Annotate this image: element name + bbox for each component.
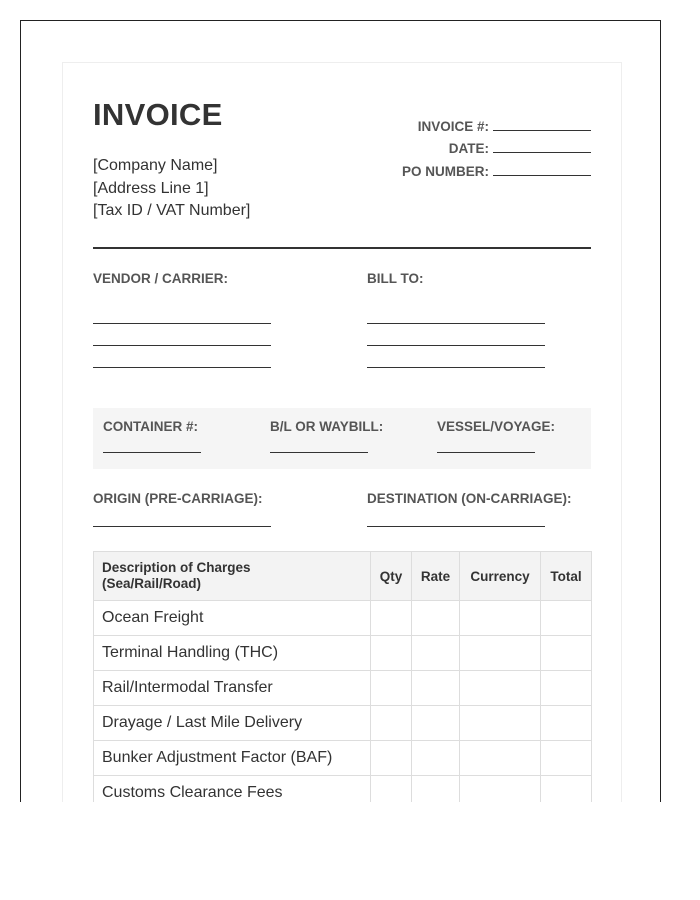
invoice-number-label: INVOICE #: — [417, 118, 489, 134]
table-row — [94, 741, 592, 776]
vessel-label: VESSEL/VOYAGE: — [437, 419, 556, 434]
invoice-meta — [402, 111, 591, 179]
container-blank[interactable] — [103, 434, 201, 453]
vendor-section — [93, 271, 271, 368]
header-divider — [93, 247, 591, 249]
rate-cell[interactable] — [412, 636, 460, 671]
total-cell[interactable] — [541, 741, 592, 776]
currency-cell[interactable] — [460, 636, 541, 671]
rate-cell[interactable] — [412, 671, 460, 706]
rate-cell[interactable] — [412, 776, 460, 803]
table-row — [94, 671, 592, 706]
table-row — [94, 706, 592, 741]
vessel-blank[interactable] — [437, 434, 535, 453]
bill-to-line-3[interactable] — [367, 346, 545, 368]
invoice-page — [62, 62, 622, 802]
total-cell[interactable] — [541, 706, 592, 741]
origin-section — [93, 491, 271, 527]
table-row — [94, 636, 592, 671]
waybill-field — [270, 419, 383, 453]
qty-header: Qty — [371, 552, 412, 601]
container-field — [103, 419, 201, 453]
po-number-blank[interactable] — [493, 163, 591, 176]
destination-section — [367, 491, 571, 527]
vendor-label: VENDOR / CARRIER: — [93, 271, 229, 286]
table-row — [94, 776, 592, 803]
rate-cell[interactable] — [412, 601, 460, 636]
rate-header: Rate — [412, 552, 460, 601]
total-cell[interactable] — [541, 671, 592, 706]
qty-cell[interactable] — [371, 671, 412, 706]
charge-description: Terminal Handling (THC) — [94, 636, 371, 671]
currency-cell[interactable] — [460, 601, 541, 636]
currency-cell[interactable] — [460, 741, 541, 776]
qty-cell[interactable] — [371, 776, 412, 803]
vendor-line-1[interactable] — [93, 302, 271, 324]
currency-header: Currency — [460, 552, 541, 601]
description-header-line1: Description of Charges — [102, 560, 251, 575]
bill-to-section — [367, 271, 545, 368]
waybill-blank[interactable] — [270, 434, 368, 453]
charge-description: Rail/Intermodal Transfer — [94, 671, 371, 706]
po-number-field — [402, 156, 591, 179]
company-tax-id: [Tax ID / VAT Number] — [93, 202, 251, 219]
company-address: [Address Line 1] — [93, 179, 209, 197]
vendor-line-2[interactable] — [93, 324, 271, 346]
charges-table — [93, 551, 592, 802]
total-cell[interactable] — [541, 601, 592, 636]
total-cell[interactable] — [541, 776, 592, 803]
currency-cell[interactable] — [460, 671, 541, 706]
rate-cell[interactable] — [412, 706, 460, 741]
po-number-label: PO NUMBER: — [402, 163, 489, 179]
invoice-number-blank[interactable] — [493, 118, 591, 131]
invoice-number-field — [402, 111, 591, 134]
total-cell[interactable] — [541, 636, 592, 671]
bill-to-label: BILL TO: — [367, 271, 424, 286]
origin-label: ORIGIN (PRE-CARRIAGE): — [93, 491, 263, 506]
document-frame — [20, 20, 661, 802]
currency-cell[interactable] — [460, 776, 541, 803]
qty-cell[interactable] — [371, 706, 412, 741]
rate-cell[interactable] — [412, 741, 460, 776]
waybill-label: B/L OR WAYBILL: — [270, 419, 384, 434]
table-row — [94, 601, 592, 636]
charge-description: Ocean Freight — [94, 601, 371, 636]
date-label: DATE: — [448, 141, 489, 156]
date-blank[interactable] — [493, 140, 591, 153]
company-name: [Company Name] — [93, 157, 218, 174]
invoice-title: INVOICE — [93, 97, 223, 132]
description-header — [94, 552, 371, 601]
destination-blank[interactable] — [367, 506, 545, 527]
company-block — [93, 155, 250, 223]
table-header-row — [94, 552, 592, 601]
total-header: Total — [541, 552, 592, 601]
description-header-line2: (Sea/Rail/Road) — [102, 576, 202, 591]
shipment-box — [93, 408, 591, 469]
currency-cell[interactable] — [460, 706, 541, 741]
origin-blank[interactable] — [93, 506, 271, 527]
container-label: CONTAINER #: — [103, 419, 199, 434]
charge-description: Drayage / Last Mile Delivery — [94, 706, 371, 741]
bill-to-line-1[interactable] — [367, 302, 545, 324]
qty-cell[interactable] — [371, 636, 412, 671]
date-field — [402, 134, 591, 157]
vessel-field — [437, 419, 555, 453]
qty-cell[interactable] — [371, 741, 412, 776]
destination-label: DESTINATION (ON-CARRIAGE): — [367, 491, 572, 506]
qty-cell[interactable] — [371, 601, 412, 636]
charge-description: Bunker Adjustment Factor (BAF) — [94, 741, 371, 776]
vendor-line-3[interactable] — [93, 346, 271, 368]
bill-to-line-2[interactable] — [367, 324, 545, 346]
charge-description: Customs Clearance Fees — [94, 776, 371, 803]
